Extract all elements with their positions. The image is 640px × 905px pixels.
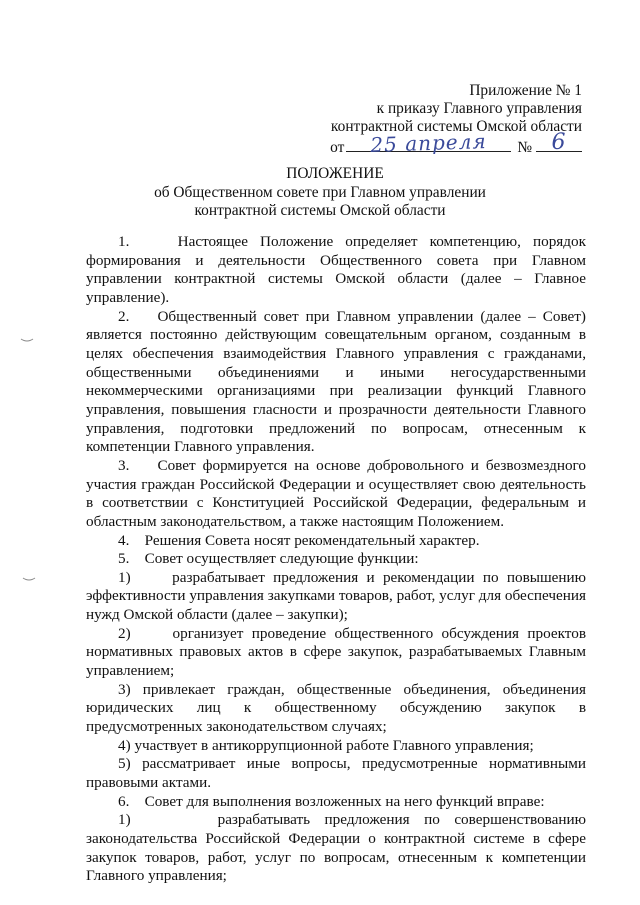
- paragraph-1: 1. Настоящее Положение определяет компетенцию, порядок формирования и деятельности Общественного совета при Главном управлении контрактной системы Омской области (далее – Главное управление).: [86, 233, 586, 306]
- date-prefix: от: [330, 139, 345, 156]
- date-blank: [346, 128, 511, 158]
- paragraph-4: 4. Решения Совета носят рекомендательный характер.: [118, 531, 480, 549]
- handwritten-number: 6: [551, 130, 567, 155]
- document-title: [0, 165, 640, 221]
- title-subtitle-line-1: об Общественном совете при Главном управлении: [154, 183, 486, 201]
- subitem-5-5: 5) рассматривает иные вопросы, предусмотренные нормативными правовыми актами.: [86, 755, 586, 792]
- title-heading: ПОЛОЖЕНИЕ: [286, 165, 384, 182]
- number-blank: [536, 130, 582, 155]
- annex-block: [330, 82, 582, 157]
- title-subtitle-line-2: контрактной системы Омской области: [194, 202, 446, 219]
- paragraph-6: 6. Совет для выполнения возложенных на него функций вправе:: [118, 792, 545, 810]
- paragraph-3: 3. Совет формируется на основе добровольного и безвозмездного участия граждан Российской Федерации и осуществляет свою деятельность в соответствии с Конституцией Российской Федерации, федеральным и областным законодательством, а также настоящим Положением.: [86, 456, 586, 530]
- scan-margin-mark-icon: [20, 337, 34, 343]
- annex-line-2: к приказу Главного управления: [376, 100, 582, 117]
- subitem-5-2: 2) организует проведение общественного обсуждения проектов нормативных правовых актов в сфере закупок, разрабатываемых Главным управлением;: [86, 624, 586, 680]
- annex-date-line: [330, 128, 582, 158]
- scan-margin-mark-icon: [22, 576, 36, 582]
- handwritten-date: 25 апреля: [370, 128, 488, 158]
- subitem-5-1: 1) разрабатывает предложения и рекомендации по повышению эффективности управления закупками товаров, работ, услуг для обеспечения нужд Омской области (далее – закупки);: [86, 568, 586, 624]
- subitem-6-1: 1) разрабатывать предложения по совершенствованию законодательства Российской Федерации о контрактной системе в сфере закупок товаров, работ, услуг по вопросам, отнесенным к компетенции Главного управления;: [86, 811, 586, 885]
- annex-line-1: Приложение № 1: [469, 82, 582, 99]
- subitem-5-3: 3) привлекает граждан, общественные объединения, объединения юридических лиц к общественному обсуждению закупок в предусмотренных законодательством случаях;: [86, 680, 586, 736]
- document-body: [86, 233, 586, 886]
- paragraph-5: 5. Совет осуществляет следующие функции:: [118, 550, 419, 568]
- paragraph-2: 2. Общественный совет при Главном управлении (далее – Совет) является постоянно действующим совещательным органом, созданным в целях обеспечения взаимодействия Главного управления с гражданами, общественными объединениями и иными негосударственными некоммерческими организациями при реализации функций Главного управления, повышения гласности и прозрачности деятельности Главного управления, подготовки предложений по вопросам, отнесенным к компетенции Главного управления.: [86, 307, 586, 456]
- annex-line-3: контрактной системы Омской области: [330, 118, 582, 135]
- subitem-5-4: 4) участвует в антикоррупционной работе Главного управления;: [118, 736, 534, 754]
- number-prefix: №: [517, 139, 532, 156]
